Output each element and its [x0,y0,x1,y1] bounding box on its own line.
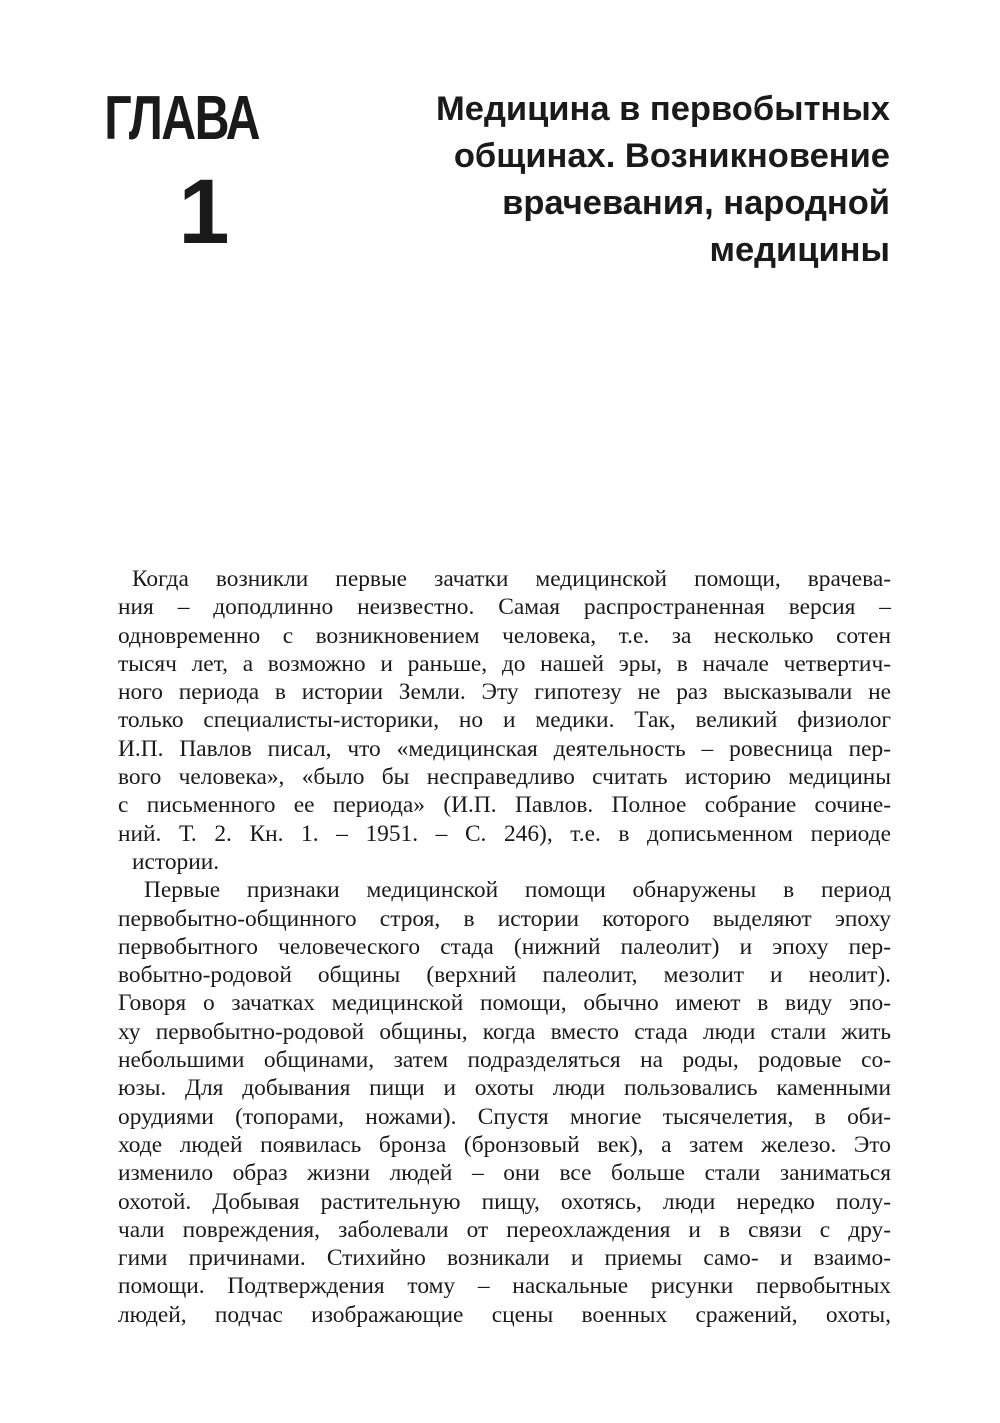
paragraph-1 [118,565,891,876]
paragraph-2 [118,876,891,1329]
text-line: первобытно-общинного строя, в истории которого выделяют эпоху [118,905,891,932]
text-line: ходе людей появилась бронза (бронзовый век), а затем железо. Это [118,1131,891,1158]
text-line: ния – доподлинно неизвестно. Самая распространенная версия – [118,594,891,621]
chapter-title [300,86,890,274]
text-line: помощи. Подтверждения тому – наскальные рисунки первобытных [118,1273,891,1300]
text-line: первобытного человеческого стада (нижний палеолит) и эпоху пер- [118,933,891,960]
text-line: тысяч лет, а возможно и раньше, до нашей эры, в начале четвертич- [118,650,891,677]
chapter-title-line: медицины [709,231,890,269]
text-line: ний. Т. 2. Кн. 1. – 1951. – С. 246), т.е. в дописьменном периоде [118,820,891,847]
text-line: гими причинами. Стихийно возникали и приемы само- и взаимо- [118,1245,891,1272]
text-line: вобытно-родовой общины (верхний палеолит, мезолит и неолит). [118,962,891,989]
text-line: чали повреждения, заболевали от переохлаждения и в связи с дру- [118,1216,891,1243]
text-line: с письменного ее периода» (И.П. Павлов. Полное собрание сочине- [118,792,891,819]
text-line: только специалисты-историки, но и медики. Так, великий физиолог [118,707,891,734]
text-line: изменило образ жизни людей – они все больше стали заниматься [118,1160,891,1187]
text-line: Когда возникли первые зачатки медицинской помощи, врачева- [132,566,891,592]
body-text [118,565,891,1329]
text-line: юзы. Для добывания пищи и охоты люди пользовались каменными [118,1075,891,1102]
text-line: небольшими общинами, затем подразделяться на роды, родовые со- [118,1047,891,1074]
text-line: Говоря о зачатках медицинской помощи, обычно имеют в виду эпо- [118,990,891,1017]
chapter-label [88,84,259,154]
text-line: одновременно с возникновением человека, т.е. за несколько сотен [118,622,891,649]
chapter-title-line: Медицина в первобытных [436,90,890,128]
text-line: орудиями (топорами, ножами). Спустя многие тысячелетия, в оби- [118,1103,891,1130]
chapter-title-line: общинах. Возникновение [453,137,890,175]
text-line: ху первобытно-родовой общины, когда вместо стада люди стали жить [118,1018,891,1045]
chapter-word: ГЛАВА [104,84,259,153]
chapter-number: 1 [178,161,230,263]
text-line: истории. [132,848,220,875]
text-line: ного периода в истории Земли. Эту гипотезу не раз высказывали не [118,679,891,706]
text-line: людей, подчас изображающие сцены военных сражений, охоты, [118,1301,891,1328]
text-line: охотой. Добывая растительную пищу, охотясь, люди нередко полу- [118,1188,891,1215]
text-line: Первые признаки медицинской помощи обнаружены в период [144,877,891,904]
chapter-title-line: врачевания, народной [502,184,890,222]
text-line: И.П. Павлов писал, что «медицинская деятельность – ровесница пер- [118,735,891,762]
text-line: вого человека», «было бы несправедливо считать историю медицины [118,764,891,791]
